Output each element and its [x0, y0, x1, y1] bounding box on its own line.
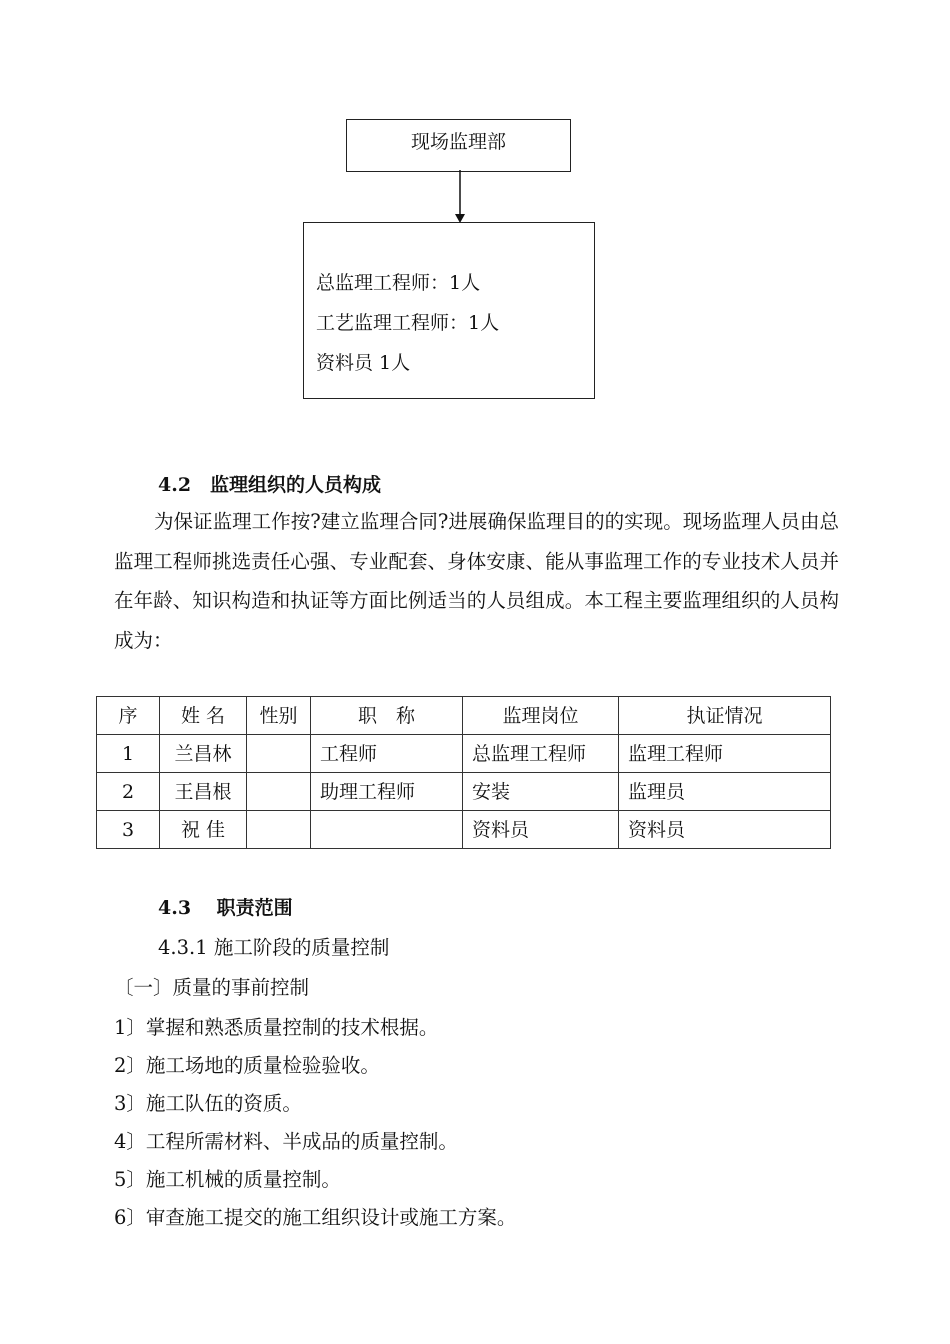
table-cell: 资料员: [463, 811, 619, 849]
table-cell: 2: [97, 773, 160, 811]
header-cell: 执证情况: [619, 697, 831, 735]
org-chart-top-box: [346, 119, 571, 172]
table-cell: 安装: [463, 773, 619, 811]
table-cell: [311, 811, 463, 849]
org-chart-top-label: 现场监理部: [410, 131, 506, 153]
header-cell: 监理岗位: [463, 697, 619, 735]
table-cell: 1: [97, 735, 160, 773]
table-row: [97, 735, 831, 773]
table-cell: [247, 773, 311, 811]
table-cell: [247, 811, 311, 849]
list-item: 3〕施工队伍的资质。: [114, 1092, 302, 1115]
table-cell: 总监理工程师: [463, 735, 619, 773]
header-cell: 性别: [247, 697, 311, 735]
list-item: 5〕施工机械的质量控制。: [114, 1168, 341, 1191]
list-item: 4〕工程所需材料、半成品的质量控制。: [114, 1130, 458, 1153]
staff-line-process: 工艺监理工程师：1人: [316, 312, 500, 334]
section-4-3-1-heading: 4.3.1 施工阶段的质量控制: [158, 936, 390, 959]
section-4-2-heading: 4.2 监理组织的人员构成: [158, 474, 382, 496]
section-4-2-paragraph: [114, 502, 839, 660]
table-cell: 资料员: [619, 811, 831, 849]
table-cell: 监理员: [619, 773, 831, 811]
header-cell: 职 称: [311, 697, 463, 735]
table-cell: [247, 735, 311, 773]
staff-table: [96, 696, 831, 849]
list-item: 2〕施工场地的质量检验验收。: [114, 1054, 380, 1077]
section-4-3-heading: 4.3 职责范围: [158, 897, 293, 919]
table-row: [97, 811, 831, 849]
table-cell: 王昌根: [160, 773, 247, 811]
table-cell: 监理工程师: [619, 735, 831, 773]
org-chart-arrow-icon: [455, 170, 465, 224]
header-cell: 姓 名: [160, 697, 247, 735]
group-title: 〔一〕质量的事前控制: [114, 976, 310, 999]
staff-line-chief: 总监理工程师：1人: [316, 272, 481, 294]
paragraph-text: 为保证监理工作按?建立监理合同?进展确保监理目的的实现。现场监理人员由总监理工程师挑选责任心强、专业配套、身体安康、能从事监理工作的专业技术人员并在年龄、知识构造和执证等方面比例适当的人员组成。本工程主要监理组织的人员构成为：: [114, 510, 839, 652]
org-chart-staff-box: [303, 222, 595, 399]
staff-line-records: 资料员 1人: [316, 352, 411, 374]
header-cell: 序: [97, 697, 160, 735]
table-cell: 助理工程师: [311, 773, 463, 811]
table-cell: 工程师: [311, 735, 463, 773]
list-item: 1〕掌握和熟悉质量控制的技术根据。: [114, 1016, 439, 1039]
table-cell: 兰昌林: [160, 735, 247, 773]
list-item: 6〕审查施工提交的施工组织设计或施工方案。: [114, 1206, 517, 1229]
table-cell: 3: [97, 811, 160, 849]
table-cell: 祝 佳: [160, 811, 247, 849]
table-row: [97, 773, 831, 811]
table-header-row: [97, 697, 831, 735]
